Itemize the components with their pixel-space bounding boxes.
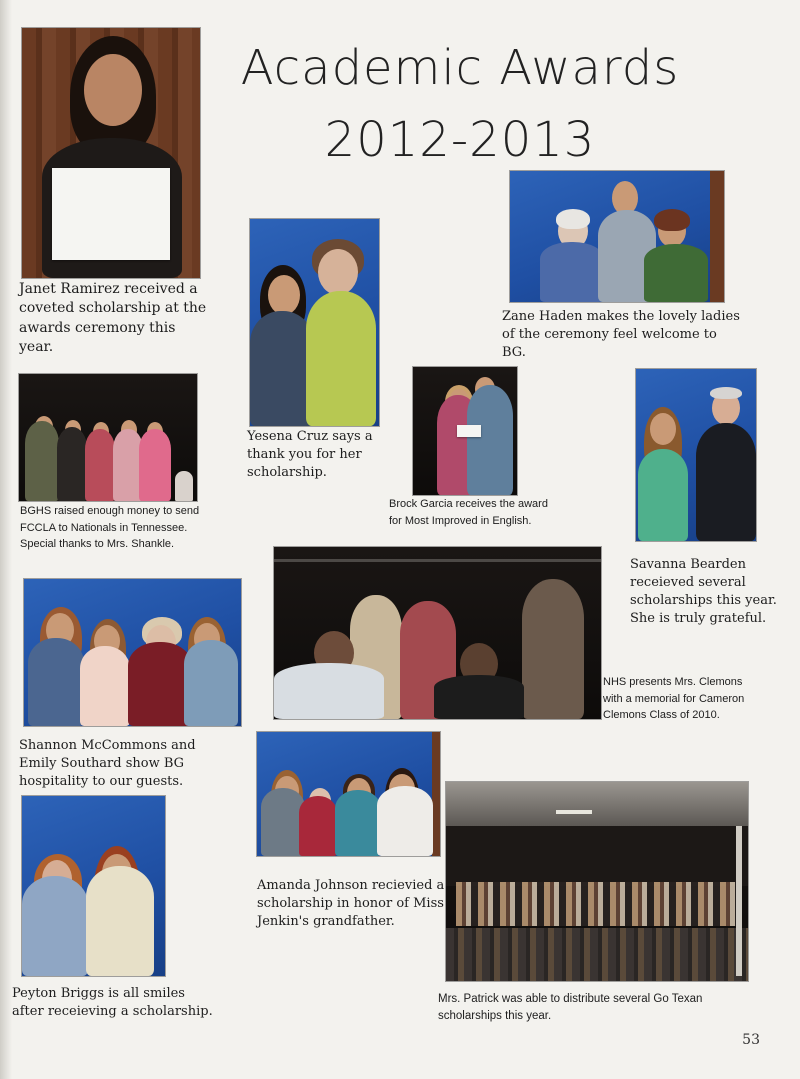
caption-brock-garcia: Brock Garcia receives the award for Most Improved in English. xyxy=(389,498,548,527)
caption-patrick-go-texan: Mrs. Patrick was able to distribute several Go Texan scholarships this year. xyxy=(438,993,703,1023)
caption-shannon-emily: Shannon McCommons and Emily Southard show BG hospitality to our guests. xyxy=(19,738,196,789)
caption-yesena-cruz: Yesena Cruz says a thank you for her scholarship. xyxy=(247,429,373,480)
photo-shannon-emily xyxy=(24,579,241,726)
photo-fccla-group xyxy=(19,374,197,501)
photo-nhs-memorial xyxy=(274,547,601,719)
page-number: 53 xyxy=(742,1032,760,1048)
caption-zane-haden: Zane Haden makes the lovely ladies of the ceremony feel welcome to BG. xyxy=(502,309,740,360)
caption-peyton-briggs: Peyton Briggs is all smiles after receieving a scholarship. xyxy=(12,986,213,1019)
caption-savanna-bearden: Savanna Bearden receieved several scholarships this year. She is truly grateful. xyxy=(630,557,777,626)
caption-nhs-memorial: NHS presents Mrs. Clemons with a memorial for Cameron Clemons Class of 2010. xyxy=(603,676,745,721)
page-year: 2012-2013 xyxy=(324,112,596,168)
photo-amanda-johnson xyxy=(257,732,440,856)
photo-patrick-go-texan xyxy=(446,782,748,981)
photo-peyton-briggs xyxy=(22,796,165,976)
photo-savanna-bearden xyxy=(636,369,756,541)
photo-zane-haden xyxy=(510,171,724,302)
caption-janet-ramirez: Janet Ramirez received a coveted scholarship at the awards ceremony this year. xyxy=(19,281,207,355)
caption-amanda-johnson: Amanda Johnson recievied a scholarship in honor of Miss Jenkin's grandfather. xyxy=(257,878,445,929)
page-binding-edge xyxy=(0,0,12,1079)
photo-yesena-cruz xyxy=(250,219,379,426)
photo-brock-garcia xyxy=(413,367,517,495)
caption-fccla: BGHS raised enough money to send FCCLA to Nationals in Tennessee. Special thanks to Mrs. Shankle. xyxy=(20,505,200,550)
page-title: Academic Awards xyxy=(240,40,680,96)
photo-janet-ramirez xyxy=(22,28,200,278)
